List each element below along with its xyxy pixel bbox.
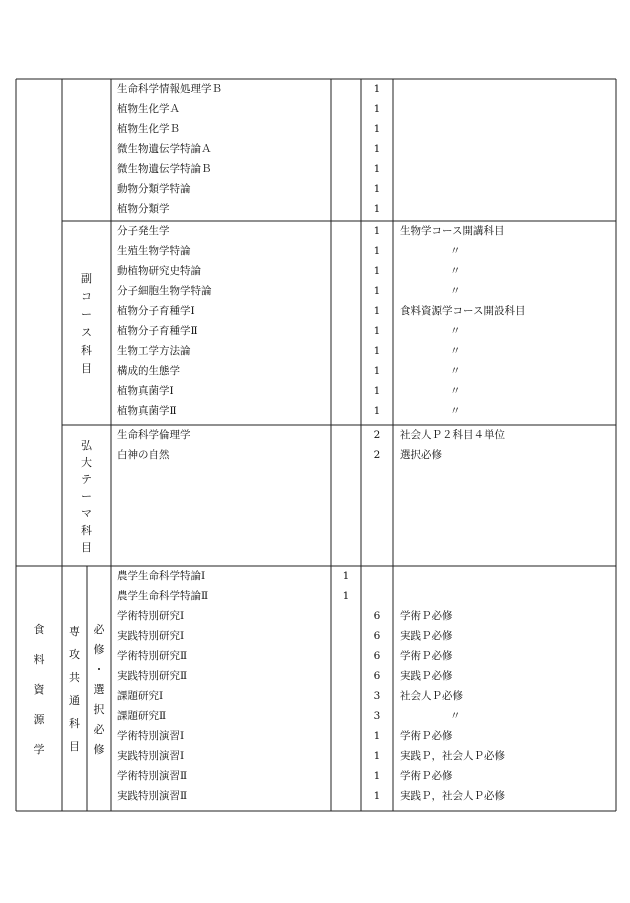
credit-cell: 1 (373, 730, 381, 742)
credit-cell: 1 (373, 770, 381, 782)
subject-cell: 学術特別演習Ⅱ (117, 770, 188, 782)
credit-cell: 1 (373, 163, 381, 175)
label-char: 共 (69, 671, 80, 684)
label-char: 目 (81, 540, 92, 554)
credit-cell: 1 (373, 385, 381, 397)
label-char: マ (81, 506, 92, 520)
label-char: 源 (33, 712, 45, 726)
ditto-mark: 〃 (450, 345, 461, 357)
label-char: 択 (93, 702, 105, 716)
subject-cell: 植物真菌学Ⅰ (117, 385, 174, 397)
subject-cell: 植物分子育種学Ⅱ (117, 325, 198, 337)
subject-cell: 課題研究Ⅰ (117, 690, 164, 702)
subject-cell: 学術特別研究Ⅰ (117, 610, 185, 622)
label-char: 学 (33, 742, 45, 756)
subject-cell: 微生物遺伝学特論Ｂ (117, 163, 212, 175)
note-cell: 学術Ｐ必修 (400, 730, 453, 742)
subject-cell: 生物工学方法論 (117, 345, 191, 357)
subject-cell: 学術特別演習Ⅰ (117, 730, 185, 742)
subject-cell: 課題研究Ⅱ (117, 710, 167, 722)
credit-cell: 1 (373, 143, 381, 155)
credit-cell: 1 (373, 405, 381, 417)
note-cell: 生物学コース開講科目 (400, 225, 505, 237)
credit-cell: 3 (373, 710, 381, 722)
credit-cell: 6 (373, 630, 381, 642)
credit-cell: 1 (373, 245, 381, 257)
ditto-mark: 〃 (450, 710, 461, 722)
subject-cell: 実践特別研究Ⅱ (117, 670, 188, 682)
credit-cell: 1 (373, 203, 381, 215)
ditto-mark: 〃 (450, 325, 461, 337)
subject-cell: 動植物研究史特論 (117, 265, 201, 277)
label-char: 資 (33, 682, 45, 696)
label-char: 料 (33, 652, 45, 666)
credit-cell: 1 (373, 790, 381, 802)
subject-cell: 生殖生物学特論 (117, 245, 191, 257)
label-char: 選 (93, 682, 105, 696)
label-char: 専 (69, 625, 80, 638)
subject-cell: 動物分類学特論 (117, 183, 191, 195)
subject-cell: 農学生命科学特論Ⅱ (117, 590, 209, 602)
ditto-mark: 〃 (450, 365, 461, 377)
ditto-mark: 〃 (450, 285, 461, 297)
subject-cell: 植物生化学Ａ (117, 103, 180, 115)
label-char: 弘 (81, 438, 92, 452)
subject-cell: 白神の自然 (117, 449, 170, 461)
credit-cell: 6 (373, 610, 381, 622)
subject-cell: 生命科学情報処理学Ｂ (117, 83, 222, 95)
subject-cell: 実践特別研究Ⅰ (117, 630, 185, 642)
subject-cell: 実践特別演習Ⅰ (117, 750, 185, 762)
note-cell: 学術Ｐ必修 (400, 650, 453, 662)
label-char: 科 (69, 717, 80, 730)
credit-cell: 1 (373, 305, 381, 317)
hirodai-theme-subjects-label (62, 425, 111, 566)
subject-cell: 構成的生態学 (117, 365, 180, 377)
label-char: 大 (81, 455, 92, 469)
subject-cell: 生命科学倫理学 (117, 429, 191, 441)
credit-cell: 1 (373, 183, 381, 195)
required-elective-label (87, 566, 111, 811)
label-char: 修 (93, 742, 105, 756)
required-credit-cell: 1 (342, 570, 350, 582)
label-char: コ (81, 290, 92, 303)
note-cell: 実践Ｐ，社会人Ｐ必修 (400, 750, 505, 762)
label-char: テ (81, 472, 92, 486)
note-cell: 社会人Ｐ２科目４単位 (400, 429, 505, 441)
credit-cell: 2 (373, 429, 381, 441)
subject-cell: 植物生化学Ｂ (117, 123, 180, 135)
label-char: 攻 (69, 648, 80, 661)
label-char: 食 (33, 622, 45, 636)
credit-cell: 1 (373, 285, 381, 297)
note-cell: 実践Ｐ，社会人Ｐ必修 (400, 790, 505, 802)
label-char: 目 (81, 362, 92, 375)
subject-cell: 植物分子育種学Ⅰ (117, 305, 195, 317)
subject-cell: 分子細胞生物学特論 (117, 285, 212, 297)
note-cell: 食料資源学コース開設科目 (400, 305, 526, 317)
label-char: 修 (93, 642, 105, 656)
label-char: ス (81, 326, 92, 339)
label-char: 通 (69, 694, 80, 707)
credit-cell: 2 (373, 449, 381, 461)
label-char: ー (81, 489, 92, 503)
subject-cell: 植物分類学 (117, 203, 170, 215)
label-char: 必 (93, 622, 105, 636)
label-char: 必 (93, 722, 105, 736)
required-credit-cell: 1 (342, 590, 350, 602)
subject-cell: 学術特別研究Ⅱ (117, 650, 188, 662)
sub-course-subjects-label (62, 221, 111, 425)
label-char: 副 (81, 272, 92, 285)
subject-cell: 実践特別演習Ⅱ (117, 790, 188, 802)
major-common-subjects-label (62, 566, 87, 811)
credit-cell: 1 (373, 750, 381, 762)
ditto-mark: 〃 (450, 385, 461, 397)
label-char: 科 (81, 523, 92, 537)
label-char: ・ (93, 662, 105, 676)
credit-cell: 1 (373, 123, 381, 135)
subject-cell: 農学生命科学特論Ⅰ (117, 570, 206, 582)
note-cell: 学術Ｐ必修 (400, 610, 453, 622)
subject-cell: 分子発生学 (117, 225, 170, 237)
ditto-mark: 〃 (450, 405, 461, 417)
note-cell: 実践Ｐ必修 (400, 670, 453, 682)
credit-cell: 1 (373, 265, 381, 277)
label-char: 目 (69, 740, 80, 753)
note-cell: 学術Ｐ必修 (400, 770, 453, 782)
credit-cell: 1 (373, 365, 381, 377)
ditto-mark: 〃 (450, 265, 461, 277)
credit-cell: 6 (373, 670, 381, 682)
credit-cell: 6 (373, 650, 381, 662)
note-cell: 社会人Ｐ必修 (400, 690, 463, 702)
credit-cell: 1 (373, 345, 381, 357)
subject-cell: 植物真菌学Ⅱ (117, 405, 177, 417)
ditto-mark: 〃 (450, 245, 461, 257)
label-char: ー (81, 308, 92, 321)
food-resources-course-label (16, 566, 62, 811)
note-cell: 実践Ｐ必修 (400, 630, 453, 642)
subject-cell: 微生物遺伝学特論Ａ (117, 143, 212, 155)
credit-cell: 1 (373, 83, 381, 95)
note-cell: 選択必修 (400, 449, 442, 461)
credit-cell: 1 (373, 325, 381, 337)
credit-cell: 1 (373, 225, 381, 237)
credit-cell: 3 (373, 690, 381, 702)
label-char: 科 (81, 344, 92, 357)
credit-cell: 1 (373, 103, 381, 115)
